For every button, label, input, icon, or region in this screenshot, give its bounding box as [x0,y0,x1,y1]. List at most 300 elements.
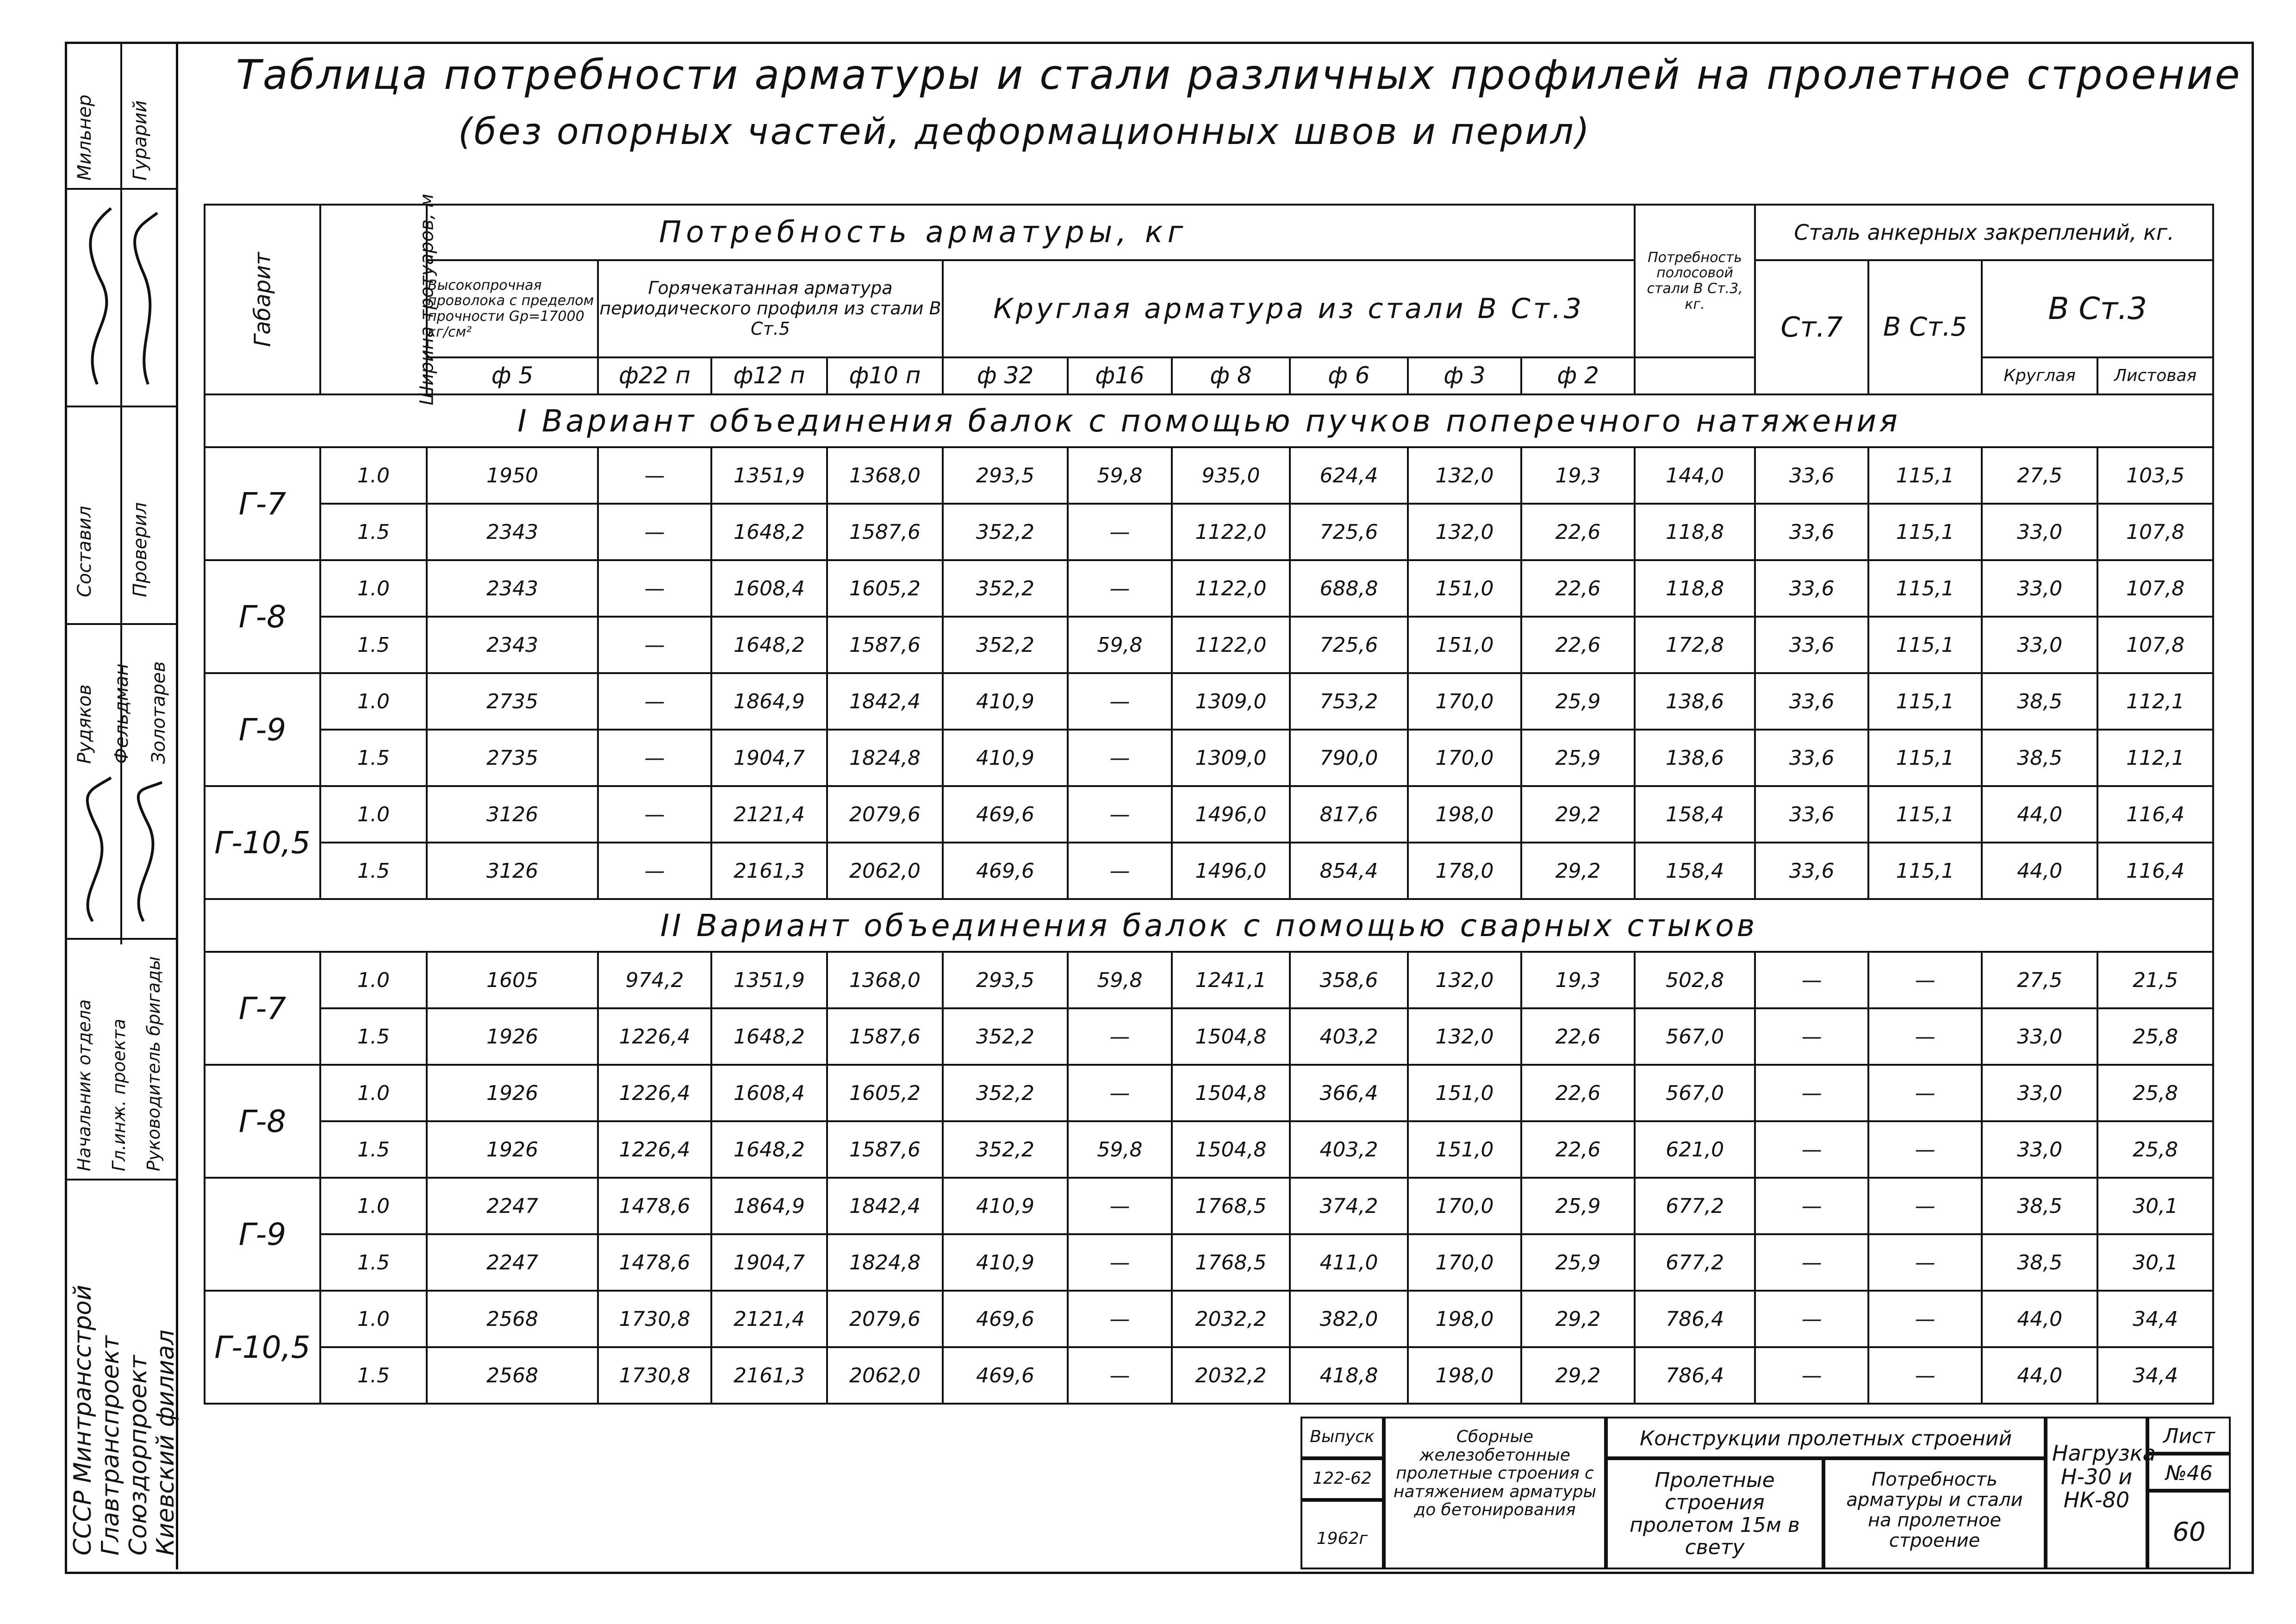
value-cell: 2735 [427,673,598,730]
value-cell: 688,8 [1290,560,1408,617]
value-cell: 403,2 [1290,1008,1408,1065]
value-cell: 293,5 [943,447,1068,504]
value-cell: 2062,0 [827,843,943,899]
value-cell: 115,1 [1868,504,1982,560]
value-cell: 1478,6 [598,1234,711,1291]
value-cell: 469,6 [943,1291,1068,1347]
value-cell: 1309,0 [1172,673,1290,730]
table-row [205,843,2213,899]
value-cell: 1605,2 [827,1065,943,1121]
value-cell: 358,6 [1290,952,1408,1008]
diameter-header: ф 2 [1521,357,1635,394]
value-cell: 1478,6 [598,1178,711,1234]
highstrength-header: Высокопрочная проволока с пределом прочности Gр=17000 кг/см² [427,260,598,357]
value-cell: 1496,0 [1172,843,1290,899]
strip-name: Мильнер [74,94,95,181]
value-cell: 138,6 [1635,730,1755,786]
value-cell: 974,2 [598,952,711,1008]
value-cell: 25,8 [2097,1121,2213,1178]
value-cell: 1504,8 [1172,1121,1290,1178]
value-cell: 1648,2 [711,504,827,560]
strip-role: Гл.инж. проекта [109,1018,129,1171]
anchor-steel-header: Сталь анкерных закреплений, кг. [1755,205,2213,260]
value-cell: — [1068,843,1172,899]
gabarit-cell: Г-7 [205,447,320,560]
value-cell: 22,6 [1521,560,1635,617]
width-cell: 1.5 [320,1347,427,1404]
value-cell: 115,1 [1868,786,1982,843]
stamp-vypusk-label: Выпуск [1300,1417,1384,1458]
value-cell: — [1068,1291,1172,1347]
value-cell: 170,0 [1408,1178,1521,1234]
value-cell: 112,1 [2097,673,2213,730]
value-cell: 25,9 [1521,1178,1635,1234]
value-cell: — [1868,1178,1982,1234]
value-cell: 25,8 [2097,1065,2213,1121]
value-cell: 33,6 [1755,617,1868,673]
value-cell: 469,6 [943,843,1068,899]
sidewalk-header: Ширина тротуаров, м [320,205,427,394]
value-cell: 170,0 [1408,1234,1521,1291]
value-cell: 1368,0 [827,952,943,1008]
value-cell: 1648,2 [711,617,827,673]
value-cell: 469,6 [943,786,1068,843]
stamp-sheet-label: Лист [2147,1417,2231,1454]
value-cell: 1648,2 [711,1008,827,1065]
value-cell: 38,5 [1982,730,2097,786]
value-cell: 352,2 [943,617,1068,673]
value-cell: — [1068,1065,1172,1121]
value-cell: 172,8 [1635,617,1755,673]
value-cell: 1241,1 [1172,952,1290,1008]
value-cell: 352,2 [943,1121,1068,1178]
value-cell: 2079,6 [827,1291,943,1347]
org-line: Главтранспроект [96,1336,124,1555]
value-cell: 352,2 [943,1065,1068,1121]
value-cell: 1864,9 [711,1178,827,1234]
value-cell: 107,8 [2097,560,2213,617]
value-cell: — [1068,560,1172,617]
value-cell: 170,0 [1408,730,1521,786]
value-cell: — [1868,1291,1982,1347]
value-cell: — [1755,1065,1868,1121]
value-cell: 33,0 [1982,504,2097,560]
value-cell: 1904,7 [711,1234,827,1291]
section-title: I Вариант объединения балок с помощью пучков поперечного натяжения [205,394,2213,447]
org-line: Союздорпроект [124,1355,152,1555]
value-cell: 29,2 [1521,786,1635,843]
strip-role: Начальник отдела [74,999,94,1171]
value-cell: 19,3 [1521,952,1635,1008]
value-cell: 1950 [427,447,598,504]
value-cell: 25,9 [1521,1234,1635,1291]
strip-name: Гурарий [130,100,151,181]
value-cell: 25,8 [2097,1008,2213,1065]
value-cell: 2032,2 [1172,1291,1290,1347]
value-cell: 33,6 [1755,560,1868,617]
value-cell: 22,6 [1521,1065,1635,1121]
empty-header [1635,357,1755,394]
value-cell: 115,1 [1868,617,1982,673]
table-row [205,447,2213,504]
bst3-header: В Ст.3 [1982,260,2213,357]
value-cell: 30,1 [2097,1234,2213,1291]
strip-name: Рудяков [74,684,95,764]
value-cell: — [598,673,711,730]
value-cell: 1351,9 [711,952,827,1008]
value-cell: 352,2 [943,560,1068,617]
value-cell: 151,0 [1408,1065,1521,1121]
hotrolled-header: Горячекатанная арматура периодического профиля из стали В Ст.5 [598,260,943,357]
stamp-page: 60 [2147,1491,2231,1569]
diameter-header: ф16 [1068,357,1172,394]
value-cell: 786,4 [1635,1347,1755,1404]
value-cell: 198,0 [1408,1347,1521,1404]
value-cell: 33,6 [1755,843,1868,899]
value-cell: — [1068,730,1172,786]
value-cell: — [598,447,711,504]
value-cell: 2121,4 [711,786,827,843]
strip-steel-header: Потребность полосовой стали В Ст.3, кг. [1635,205,1755,357]
value-cell: 33,6 [1755,504,1868,560]
value-cell: 33,6 [1755,786,1868,843]
table-row [205,1065,2213,1121]
value-cell: 352,2 [943,1008,1068,1065]
value-cell: 33,6 [1755,730,1868,786]
value-cell: 2161,3 [711,1347,827,1404]
diameter-header: ф 6 [1290,357,1408,394]
org-line: Киевский филиал [152,1330,180,1555]
value-cell: 2062,0 [827,1347,943,1404]
stamp-span: Пролетные строения пролетом 15м в свету [1606,1458,1823,1569]
value-cell: 1368,0 [827,447,943,504]
strip-name: Проверил [130,502,151,597]
value-cell: 366,4 [1290,1065,1408,1121]
value-cell: 352,2 [943,504,1068,560]
value-cell: — [1068,673,1172,730]
width-cell: 1.0 [320,447,427,504]
signature-image [69,199,171,398]
value-cell: 2343 [427,504,598,560]
value-cell: 2079,6 [827,786,943,843]
table-row [205,1347,2213,1404]
value-cell: 1504,8 [1172,1008,1290,1065]
page-title: Таблица потребности арматуры и стали различных профилей на пролетное строение [236,51,2242,99]
value-cell: 116,4 [2097,843,2213,899]
width-cell: 1.5 [320,1234,427,1291]
table-row [205,617,2213,673]
value-cell: — [598,730,711,786]
value-cell: 567,0 [1635,1008,1755,1065]
rebar-need-header: Потребность арматуры, кг [427,205,1635,260]
diameter-header: ф 32 [943,357,1068,394]
value-cell: 1309,0 [1172,730,1290,786]
value-cell: 25,9 [1521,730,1635,786]
value-cell: — [598,560,711,617]
value-cell: 115,1 [1868,730,1982,786]
value-cell: 1842,4 [827,1178,943,1234]
round-rebar-header: Круглая арматура из стали В Ст.3 [943,260,1635,357]
diameter-header: ф 8 [1172,357,1290,394]
value-cell: 144,0 [1635,447,1755,504]
value-cell: 29,2 [1521,843,1635,899]
gabarit-cell: Г-8 [205,560,320,673]
width-cell: 1.5 [320,1121,427,1178]
value-cell: 753,2 [1290,673,1408,730]
table-row [205,786,2213,843]
table-row [205,1178,2213,1234]
width-cell: 1.0 [320,786,427,843]
value-cell: 27,5 [1982,952,2097,1008]
value-cell: 1842,4 [827,673,943,730]
gabarit-cell: Г-9 [205,1178,320,1291]
value-cell: 1226,4 [598,1121,711,1178]
diameter-header: ф22 п [598,357,711,394]
value-cell: 935,0 [1172,447,1290,504]
strip-name: Составил [74,506,95,597]
value-cell: 115,1 [1868,673,1982,730]
value-cell: 33,0 [1982,617,2097,673]
value-cell: 170,0 [1408,673,1521,730]
stamp-load: Нагрузка Н-30 и НК-80 [2046,1417,2147,1569]
width-cell: 1.5 [320,1008,427,1065]
value-cell: 677,2 [1635,1234,1755,1291]
value-cell: 158,4 [1635,786,1755,843]
value-cell: 411,0 [1290,1234,1408,1291]
value-cell: 624,4 [1290,447,1408,504]
value-cell: 107,8 [2097,617,2213,673]
value-cell: 382,0 [1290,1291,1408,1347]
value-cell: 44,0 [1982,786,2097,843]
value-cell: 1824,8 [827,730,943,786]
width-cell: 1.0 [320,1065,427,1121]
section-title-row [205,899,2213,952]
value-cell: 151,0 [1408,560,1521,617]
table-row [205,730,2213,786]
value-cell: — [1755,1178,1868,1234]
value-cell: — [1755,1347,1868,1404]
value-cell: 21,5 [2097,952,2213,1008]
value-cell: 22,6 [1521,1121,1635,1178]
value-cell: — [1068,1347,1172,1404]
value-cell: 33,0 [1982,560,2097,617]
value-cell: — [1868,952,1982,1008]
value-cell: 115,1 [1868,560,1982,617]
value-cell: 1608,4 [711,1065,827,1121]
value-cell: 502,8 [1635,952,1755,1008]
section-title: II Вариант объединения балок с помощью сварных стыков [205,899,2213,952]
value-cell: 29,2 [1521,1291,1635,1347]
value-cell: 25,9 [1521,673,1635,730]
value-cell: 1864,9 [711,673,827,730]
value-cell: 2343 [427,617,598,673]
value-cell: — [598,504,711,560]
value-cell: — [1868,1065,1982,1121]
st7-header: Ст.7 [1755,260,1868,394]
value-cell: 725,6 [1290,617,1408,673]
organization-block [69,1285,180,1555]
value-cell: — [598,617,711,673]
value-cell: 2568 [427,1291,598,1347]
diameter-header: ф 5 [427,357,598,394]
value-cell: — [1068,504,1172,560]
value-cell: 132,0 [1408,1008,1521,1065]
value-cell: — [1068,786,1172,843]
value-cell: 1926 [427,1008,598,1065]
value-cell: 22,6 [1521,617,1635,673]
value-cell: 132,0 [1408,447,1521,504]
value-cell: 118,8 [1635,504,1755,560]
value-cell: 725,6 [1290,504,1408,560]
value-cell: 33,0 [1982,1065,2097,1121]
rebar-table [204,194,2214,1405]
stamp-construct: Конструкции пролетных строений [1606,1417,2046,1458]
table-row [205,1291,2213,1347]
value-cell: 138,6 [1635,673,1755,730]
gabarit-cell: Г-10,5 [205,786,320,899]
value-cell: 44,0 [1982,1347,2097,1404]
value-cell: 374,2 [1290,1178,1408,1234]
value-cell: 1122,0 [1172,560,1290,617]
value-cell: 1730,8 [598,1347,711,1404]
value-cell: 2735 [427,730,598,786]
strip-name: Золотарев [148,661,169,764]
value-cell: 38,5 [1982,1178,2097,1234]
value-cell: 132,0 [1408,504,1521,560]
value-cell: 410,9 [943,730,1068,786]
bst5-header: В Ст.5 [1868,260,1982,394]
width-cell: 1.0 [320,673,427,730]
value-cell: 1122,0 [1172,617,1290,673]
value-cell: 22,6 [1521,504,1635,560]
value-cell: 34,4 [2097,1291,2213,1347]
value-cell: — [1755,1291,1868,1347]
value-cell: 115,1 [1868,843,1982,899]
value-cell: 418,8 [1290,1347,1408,1404]
table-row [205,673,2213,730]
value-cell: 2247 [427,1234,598,1291]
gabarit-cell: Г-9 [205,673,320,786]
value-cell: 103,5 [2097,447,2213,504]
value-cell: 38,5 [1982,1234,2097,1291]
value-cell: — [1068,1234,1172,1291]
width-cell: 1.5 [320,617,427,673]
value-cell: 567,0 [1635,1065,1755,1121]
value-cell: 1926 [427,1121,598,1178]
width-cell: 1.0 [320,1291,427,1347]
value-cell: 118,8 [1635,560,1755,617]
value-cell: 790,0 [1290,730,1408,786]
width-cell: 1.5 [320,504,427,560]
value-cell: 1122,0 [1172,504,1290,560]
value-cell: 34,4 [2097,1347,2213,1404]
value-cell: 29,2 [1521,1347,1635,1404]
width-cell: 1.5 [320,730,427,786]
value-cell: 151,0 [1408,617,1521,673]
value-cell: 44,0 [1982,1291,2097,1347]
gabarit-cell: Г-8 [205,1065,320,1178]
value-cell: 1587,6 [827,1121,943,1178]
value-cell: 116,4 [2097,786,2213,843]
value-cell: — [598,843,711,899]
value-cell: 132,0 [1408,952,1521,1008]
table-row [205,504,2213,560]
value-cell: 59,8 [1068,617,1172,673]
value-cell: 621,0 [1635,1121,1755,1178]
value-cell: 677,2 [1635,1178,1755,1234]
value-cell: — [1755,1121,1868,1178]
value-cell: 1904,7 [711,730,827,786]
value-cell: 27,5 [1982,447,2097,504]
value-cell: 410,9 [943,673,1068,730]
table-row [205,1234,2213,1291]
value-cell: 293,5 [943,952,1068,1008]
stamp-sheet-no: №46 [2147,1454,2231,1491]
value-cell: 2161,3 [711,843,827,899]
value-cell: 1587,6 [827,1008,943,1065]
value-cell: 38,5 [1982,673,2097,730]
value-cell: 33,6 [1755,447,1868,504]
value-cell: — [1868,1008,1982,1065]
value-cell: 1587,6 [827,504,943,560]
stamp-need: Потребность арматуры и стали на пролетное строение [1823,1458,2046,1569]
width-cell: 1.0 [320,952,427,1008]
table-row [205,1008,2213,1065]
value-cell: 198,0 [1408,1291,1521,1347]
value-cell: — [1868,1234,1982,1291]
gabarit-cell: Г-7 [205,952,320,1065]
value-cell: — [598,786,711,843]
value-cell: 19,3 [1521,447,1635,504]
value-cell: 1605,2 [827,560,943,617]
diameter-header: ф 3 [1408,357,1521,394]
diameter-header: ф10 п [827,357,943,394]
value-cell: 30,1 [2097,1178,2213,1234]
value-cell: 786,4 [1635,1291,1755,1347]
value-cell: 59,8 [1068,952,1172,1008]
value-cell: 854,4 [1290,843,1408,899]
value-cell: 33,0 [1982,1121,2097,1178]
value-cell: 1504,8 [1172,1065,1290,1121]
value-cell: 22,6 [1521,1008,1635,1065]
value-cell: 115,1 [1868,447,1982,504]
value-cell: 1605 [427,952,598,1008]
value-cell: 410,9 [943,1178,1068,1234]
diameter-header: ф12 п [711,357,827,394]
value-cell: 1608,4 [711,560,827,617]
value-cell: 1226,4 [598,1008,711,1065]
gabarit-cell: Г-10,5 [205,1291,320,1404]
round-sub-header: Круглая [1982,357,2097,394]
value-cell: 1730,8 [598,1291,711,1347]
value-cell: 3126 [427,786,598,843]
sheet-sub-header: Листовая [2097,357,2213,394]
value-cell: — [1068,1008,1172,1065]
value-cell: 1226,4 [598,1065,711,1121]
value-cell: 33,0 [1982,1008,2097,1065]
value-cell: 1351,9 [711,447,827,504]
width-cell: 1.5 [320,843,427,899]
value-cell: 1768,5 [1172,1234,1290,1291]
width-cell: 1.0 [320,1178,427,1234]
value-cell: 1824,8 [827,1234,943,1291]
section-title-row [205,394,2213,447]
stamp-series: Сборные железобетонные пролетные строения с натяжением арматуры до бетонирования [1384,1417,1606,1569]
value-cell: 1496,0 [1172,786,1290,843]
value-cell: 44,0 [1982,843,2097,899]
value-cell: 1768,5 [1172,1178,1290,1234]
value-cell: — [1755,1234,1868,1291]
